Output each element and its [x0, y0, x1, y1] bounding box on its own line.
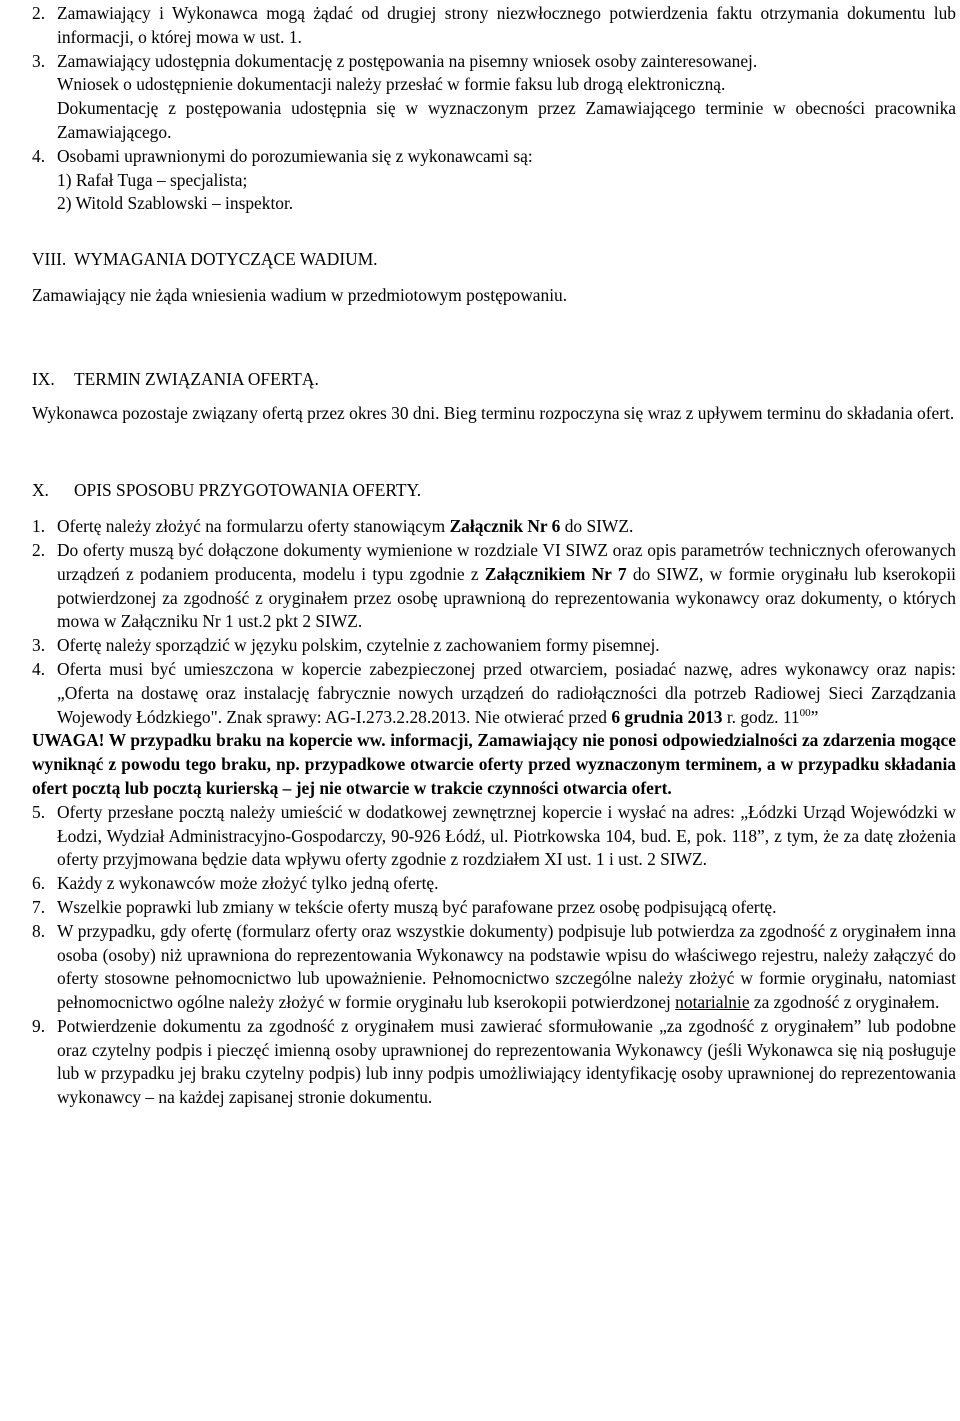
item-text: Oferty przesłane pocztą należy umieścić w dodatkowej zewnętrznej kopercie i wysłać na adres: „Łódzki Urząd Wojewódzki w Łodzi, Wydział Administracyjno-Gospodarczy, 90-926 Łódź, ul. Piotrkowska 104, bud. E, pok. 118”, z tym, że za datę złożenia oferty przyjmowana będzie data wpływu oferty zgodnie z rozdziałem XI ust. 1 i ust. 2 SIWZ. — [57, 801, 956, 870]
item-text: Potwierdzenie dokumentu za zgodność z oryginałem musi zawierać sformułowanie „za zgodność z oryginałem” lub podobne oraz czytelny podpis i pieczęć imienną osoby uprawnionej do reprezentowania Wykonawcy (jeśli Wykonawca się nią posługuje lub w przypadku jej braku czytelny podpis) lub inny podpis umożliwiający identyfikację osoby uprawnionej do reprezentowania wykonawcy – na każdej zapisanej stronie dokumentu. — [57, 1015, 956, 1108]
item-number: 4. — [32, 658, 46, 679]
attachment-ref: Załącznikiem Nr 7 — [484, 563, 627, 584]
item-text-line: Wniosek o udostępnienie dokumentacji należy przesłać w formie faksu lub drogą elektroniczną. — [57, 74, 726, 95]
item-number: 1. — [32, 516, 46, 537]
section7-item-2 — [32, 2, 956, 50]
item-text: do SIWZ, w formie oryginału lub kserokopii potwierdzonej za zgodność z oryginałem przez osobę uprawnioną do reprezentowania wykonawcy oraz dokumenty, o których mowa w Załączniku Nr 1 ust.2 pkt 2 SIWZ. — [57, 563, 956, 632]
item-text: Ofertę należy złożyć na formularzu oferty stanowiącym — [57, 516, 450, 537]
section-number: X. — [32, 480, 49, 501]
section7-item-4 — [32, 145, 956, 216]
item-text-line: Zamawiający udostępnia dokumentację z postępowania na pisemny wniosek osoby zainteresowanej. — [57, 50, 758, 71]
item-text: r. godz. 11 — [722, 706, 800, 727]
section-title: TERMIN ZWIĄZANIA OFERTĄ. — [74, 368, 319, 389]
item-number: 3. — [32, 635, 46, 656]
section-text: Wykonawca pozostaje związany ofertą przez okres 30 dni. Bieg terminu rozpoczyna się wraz z upływem terminu do składania ofert. — [32, 402, 955, 423]
deadline-minutes: 00 — [799, 706, 811, 719]
section10-item-8 — [32, 920, 956, 1015]
item-text: W przypadku, gdy ofertę (formularz oferty oraz wszystkie dokumenty) podpisuje lub potwierdza za zgodność z oryginałem inna osoba (osoby) niż uprawniona do reprezentowania Wykonawcy na podstawie wpisu do właściwego rejestru, należy załączyć do oferty stosowne pełnomocnictwo lub upoważnienie. Pełnomocnictwo szczególne należy złożyć w formie oryginału, natomiast pełnomocnictwo ogólne należy złożyć w formie oryginału lub kserokopii potwierdzonej — [57, 920, 956, 1013]
item-text: Do oferty muszą być dołączone dokumenty wymienione w rozdziale VI SIWZ oraz opis parametrów technicznych oferowanych urządzeń z podaniem producenta, modelu i typu zgodnie z — [57, 539, 956, 584]
section7-item-3 — [32, 50, 956, 145]
section-title: OPIS SPOSOBU PRZYGOTOWANIA OFERTY. — [74, 480, 422, 501]
item-text: za zgodność z oryginałem. — [749, 992, 940, 1013]
section-text: Zamawiający nie żąda wniesienia wadium w przedmiotowym postępowaniu. — [32, 284, 568, 305]
section-number: IX. — [32, 368, 55, 389]
section-heading — [32, 368, 956, 392]
contact-person: 1) Rafał Tuga – specjalista; — [57, 169, 248, 190]
item-text: do SIWZ. — [560, 516, 634, 537]
item-number: 4. — [32, 145, 46, 166]
item-text: Wszelkie poprawki lub zmiany w tekście oferty muszą być parafowane przez osobę podpisującą ofertę. — [57, 896, 777, 917]
item-text: ” — [810, 706, 819, 727]
section10-item-2 — [32, 539, 956, 634]
item-number: 9. — [32, 1015, 46, 1036]
section10-item-5 — [32, 801, 956, 872]
item-text: Oferta musi być umieszczona w kopercie zabezpieczonej przed otwarciem, posiadać nazwę, adres wykonawcy oraz napis: „Oferta na dostawę oraz instalację fabrycznie nowych urządzeń do radiołączności dla potrzeb Radiowej Sieci Zarządzania Wojewody Łódzkiego". Znak sprawy: AG-I.273.2.28.2013. Nie otwierać przed — [57, 658, 956, 727]
section10-item-9 — [32, 1015, 956, 1110]
item-number: 2. — [32, 3, 46, 23]
section10-item-7 — [32, 896, 956, 920]
document-page — [32, 2, 956, 1110]
item-text: Osobami uprawnionymi do porozumiewania się z wykonawcami są: — [57, 145, 533, 166]
item-number: 7. — [32, 896, 46, 917]
section-heading — [32, 248, 956, 272]
item-number: 3. — [32, 50, 46, 71]
section10-item-4 — [32, 658, 956, 729]
section-title: WYMAGANIA DOTYCZĄCE WADIUM. — [74, 249, 378, 270]
contact-person: 2) Witold Szablowski – inspektor. — [57, 193, 294, 214]
section-heading — [32, 479, 956, 503]
item-number: 8. — [32, 920, 46, 941]
section-number: VIII. — [32, 249, 67, 270]
section10-item-6 — [32, 872, 956, 896]
item-number: 5. — [32, 801, 46, 822]
attachment-ref: Załącznik Nr 6 — [449, 516, 561, 537]
item-text: Każdy z wykonawców może złożyć tylko jedną ofertę. — [57, 873, 439, 894]
underlined-term: notarialnie — [675, 992, 750, 1013]
deadline-date: 6 grudnia 2013 — [611, 706, 723, 727]
warning-notice: UWAGA! W przypadku braku na kopercie ww. informacji, Zamawiający nie ponosi odpowiedzialności za zdarzenia mogące wyniknąć z powodu tego braku, np. przypadkowe otwarcie oferty przed wyznaczonym terminem, a w przypadku składania ofert pocztą lub pocztą kurierską – jej nie otwarcie w trakcie czynności otwarcia ofert. — [32, 730, 956, 798]
item-text: Zamawiający i Wykonawca mogą żądać od drugiej strony niezwłocznego potwierdzenia faktu otrzymania dokumentu lub informacji, o której mowa w ust. 1. — [57, 3, 956, 47]
item-text: Ofertę należy sporządzić w języku polskim, czytelnie z zachowaniem formy pisemnej. — [57, 635, 660, 656]
item-number: 6. — [32, 873, 46, 894]
item-text-line: Dokumentację z postępowania udostępnia się w wyznaczonym przez Zamawiającego terminie w obecności pracownika Zamawiającego. — [57, 98, 956, 142]
section10-item-1 — [32, 515, 956, 539]
section10-item-3 — [32, 634, 956, 658]
item-number: 2. — [32, 539, 46, 560]
